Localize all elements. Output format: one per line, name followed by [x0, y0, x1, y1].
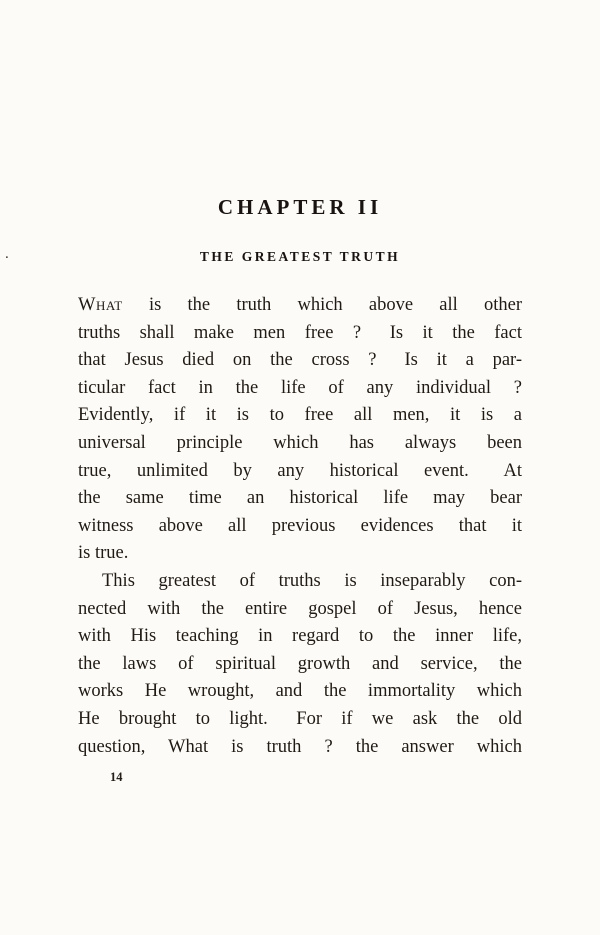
- body-text: [78, 292, 522, 761]
- scan-artifact-mark: .: [5, 246, 9, 262]
- text-line: the laws of spiritual growth and service, the: [78, 653, 522, 674]
- text-line: witness above all previous evidences that it: [78, 515, 522, 536]
- text-line: ticular fact in the life of any individual ?: [78, 377, 522, 398]
- text-line: He brought to light. For if we ask the old: [78, 708, 522, 729]
- text-line: Evidently, if it is to free all men, it is a: [78, 405, 522, 426]
- text-line: the same time an historical life may bear: [78, 488, 522, 509]
- chapter-heading: CHAPTER II: [217, 195, 383, 219]
- text-line: truths shall make men free ? Is it the fact: [78, 322, 522, 343]
- text-line: nected with the entire gospel of Jesus, hence: [78, 598, 522, 619]
- text-line: universal principle which has always been: [78, 432, 522, 453]
- text-line: works He wrought, and the immortality which: [78, 681, 522, 702]
- text-line: true, unlimited by any historical event. At: [78, 460, 522, 481]
- small-caps-lead-word: What: [78, 295, 123, 315]
- text-line: with His teaching in regard to the inner life,: [78, 626, 522, 647]
- text-line: What is the truth which above all other: [78, 295, 522, 315]
- section-heading: THE GREATEST TRUTH: [199, 249, 401, 264]
- paragraph: [78, 568, 522, 761]
- text-line: that Jesus died on the cross ? Is it a par-: [78, 350, 522, 371]
- text-line: This greatest of truths is inseparably con-: [102, 570, 522, 591]
- text-line: is true.: [78, 543, 129, 564]
- text-line: question, What is truth ? the answer which: [78, 736, 522, 757]
- paragraph: [78, 292, 522, 568]
- page-number: 14: [110, 770, 123, 784]
